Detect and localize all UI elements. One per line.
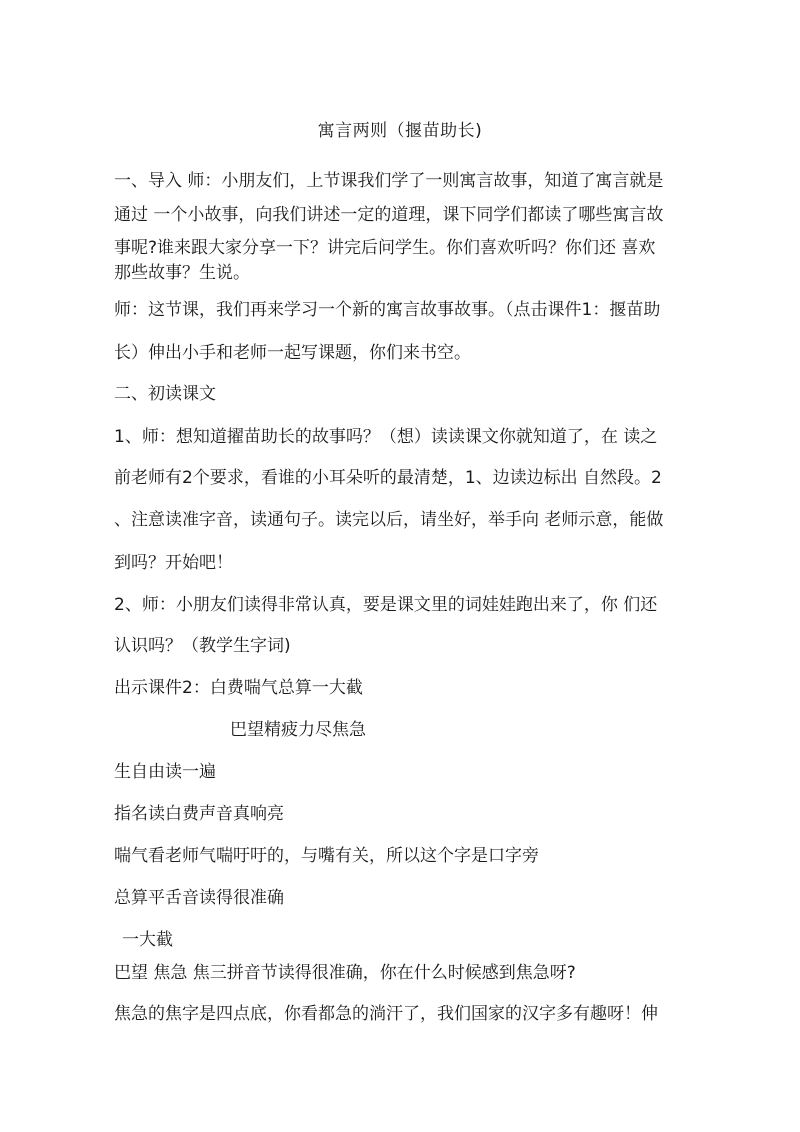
paragraph-line: 焦急的焦字是四点底，你看都急的淌汗了，我们国家的汉字多有趣呀！伸 xyxy=(114,1004,658,1024)
paragraph-line: 那些故事？生说。 xyxy=(114,263,250,283)
document-title: 寓言两则（揠苗助长) xyxy=(317,121,483,141)
section-heading: 二、初读课文 xyxy=(114,384,216,404)
paragraph-line: 长）伸出小手和老师一起写课题，你们来书空。 xyxy=(114,343,471,363)
paragraph-line: 通过 一个小故事，向我们讲述一定的道理，课下同学们都读了哪些寓言故 xyxy=(114,205,664,225)
paragraph-line: 、注意读准字音，读通句子。读完以后，请坐好，举手向 老师示意，能做 xyxy=(114,510,664,530)
paragraph-line: 巴望精疲力尽焦急 xyxy=(230,720,366,740)
paragraph-line: 认识吗？（教学生字词) xyxy=(114,636,291,656)
paragraph-line: 1、师：想知道擢苗助长的故事吗？（想）读读课文你就知道了，在 读之 xyxy=(114,427,658,447)
paragraph-line: 2、师：小朋友们读得非常认真，要是课文里的词娃娃跑出来了，你 们还 xyxy=(114,595,658,615)
paragraph-line: 前老师有2个要求，看谁的小耳朵听的最清楚，1、边读边标出 自然段。2 xyxy=(114,468,662,488)
paragraph-line: 一大截 xyxy=(122,930,173,950)
paragraph-line: 指名读白费声音真响亮 xyxy=(114,804,284,824)
paragraph-line: 到吗？开始吧！ xyxy=(114,553,233,573)
paragraph-line: 师：这节课，我们再来学习一个新的寓言故事故事。（点击课件1：揠苗助 xyxy=(114,300,661,320)
paragraph-line: 喘气看老师气喘吁吁的，与嘴有关，所以这个字是口字旁 xyxy=(114,846,539,866)
paragraph-line: 出示课件2：白费喘气总算一大截 xyxy=(114,678,363,698)
paragraph-line: 事呢?谁来跟大家分享一下？讲完后问学生。你们喜欢听吗？你们还 喜欢 xyxy=(114,238,656,258)
paragraph-line: 一、导入 师：小朋友们，上节课我们学了一则寓言故事，知道了寓言就是 xyxy=(114,171,664,191)
paragraph-line: 总算平舌音读得很准确 xyxy=(114,888,284,908)
paragraph-line: 巴望 焦急 焦三拼音节读得很准确，你在什么时候感到焦急呀? xyxy=(114,963,576,983)
paragraph-line: 生自由读一遍 xyxy=(114,762,216,782)
